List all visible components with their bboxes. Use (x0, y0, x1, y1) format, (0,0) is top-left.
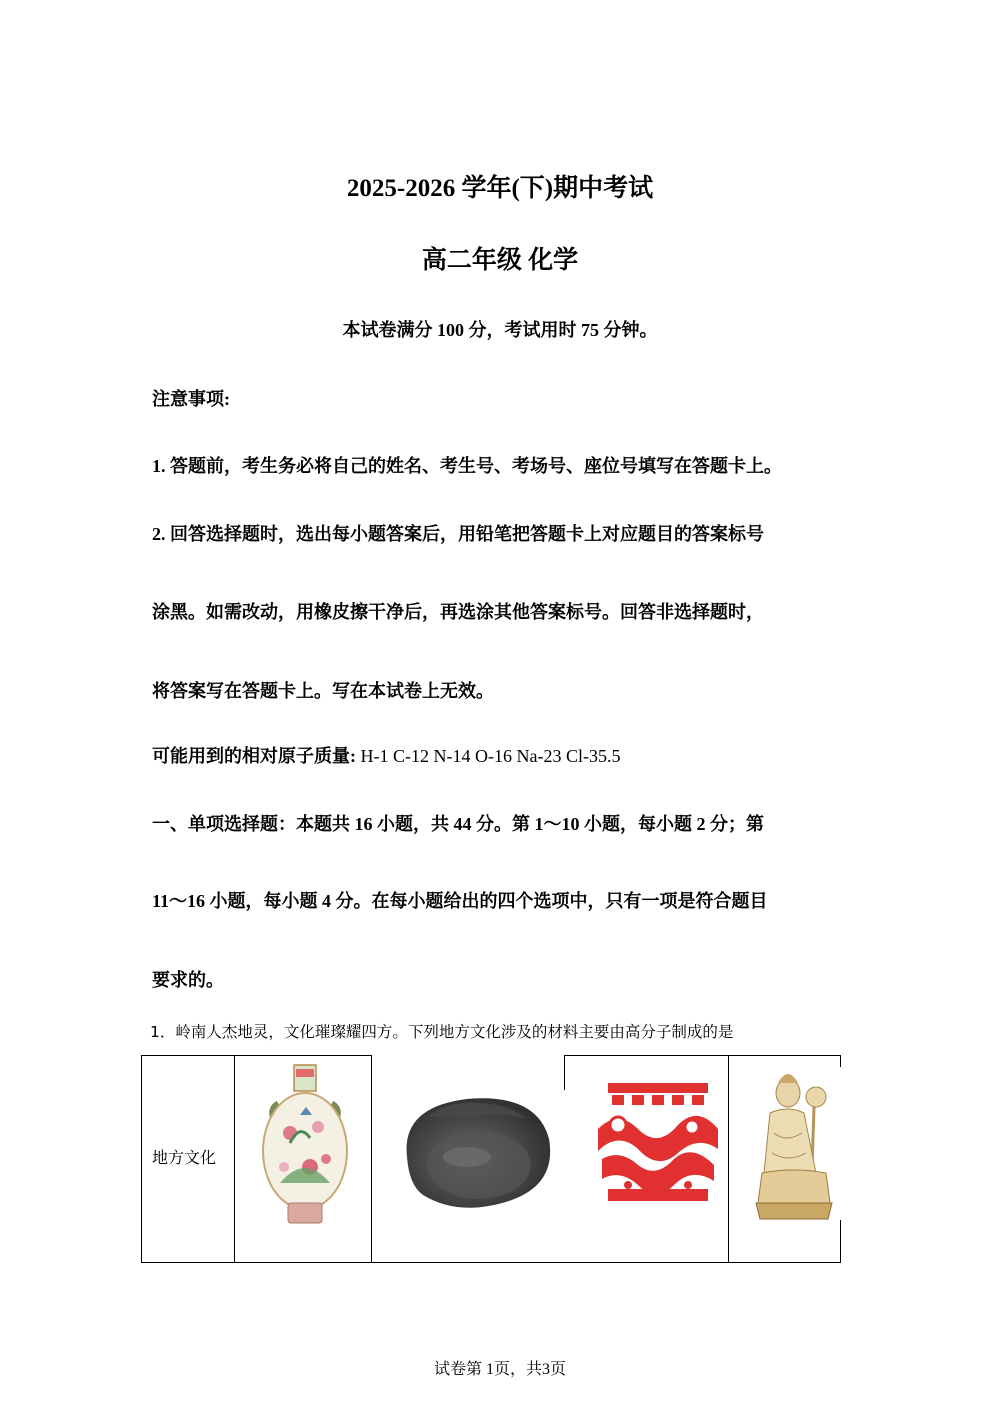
exam-info: 本试卷满分 100 分，考试用时 75 分钟。 (342, 320, 658, 340)
note-item-1: 1. 答题前，考生务必将自己的姓名、考生号、考场号、座位号填写在答题卡上。 (152, 456, 782, 476)
note-item-2-line-3: 将答案写在答题卡上。写在本试卷上无效。 (152, 681, 494, 701)
atomic-masses-label: 可能用到的相对原子质量: (152, 746, 356, 766)
paper-cut-image (588, 1079, 728, 1218)
question-1-text: 1．岭南人杰地灵，文化璀璨耀四方。下列地方文化涉及的材料主要由高分子制成的是 (150, 1023, 734, 1041)
note-item-2-line-1: 2. 回答选择题时，选出每小题答案后，用铅笔把答题卡上对应题目的答案标号 (152, 524, 764, 544)
porcelain-vase-image (260, 1063, 350, 1232)
section1-line-3: 要求的。 (152, 970, 224, 990)
section1-line-2: 11～16 小题，每小题 4 分。在每小题给出的四个选项中，只有一项是符合题目 (152, 891, 768, 911)
exam-title: 2025-2026 学年(下)期中考试 (346, 175, 654, 202)
exam-subtitle: 高二年级 化学 (421, 247, 579, 274)
page-footer: 试卷第 1页，共3页 (433, 1361, 566, 1378)
ivory-statue-image (754, 1063, 834, 1230)
atomic-masses-values: H-1 C-12 N-14 O-16 Na-23 Cl-35.5 (360, 746, 621, 766)
atomic-masses (152, 742, 620, 768)
notes-heading: 注意事项: (152, 389, 230, 409)
table-row-label: 地方文化 (152, 1148, 217, 1167)
question-1-table (141, 1055, 840, 1263)
inkstone-image (397, 1087, 557, 1222)
section1-line-1: 一、单项选择题：本题共 16 小题，共 44 分。第 1～10 小题，每小题 2 分；第 (152, 814, 764, 834)
note-item-2-line-2: 涂黑。如需改动，用橡皮擦干净后，再选涂其他答案标号。回答非选择题时， (152, 602, 764, 622)
